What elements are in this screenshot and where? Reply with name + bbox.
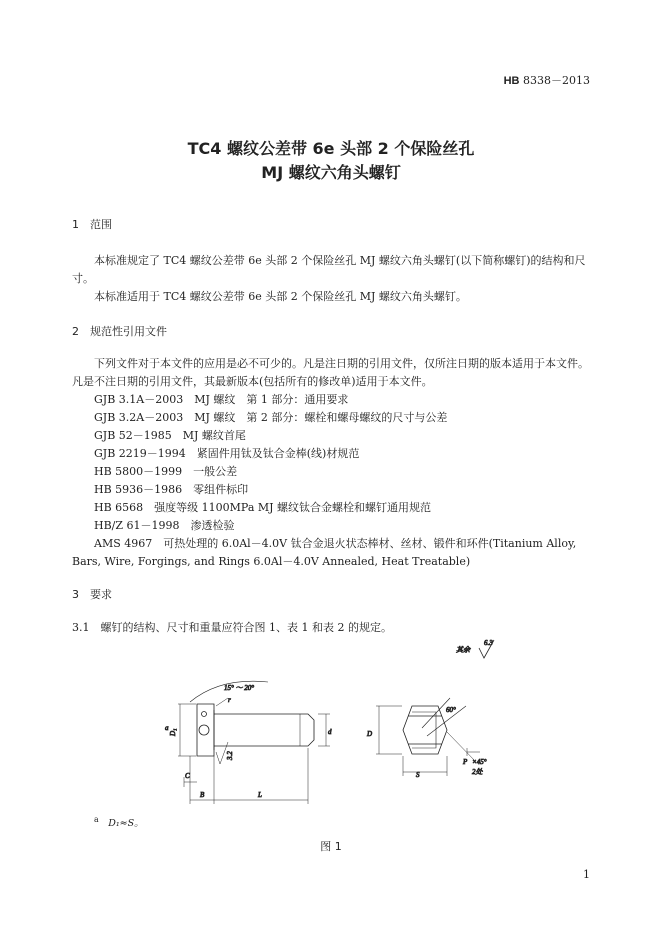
chamfer-label: ×45° — [472, 758, 487, 766]
figure-1-drawing — [150, 632, 530, 812]
figure-caption: 图 1 — [320, 840, 342, 853]
standard-number: HB 8338－2013 — [503, 74, 590, 87]
section-2-intro: 下列文件对于本文件的应用是必不可少的。凡是注日期的引用文件，仅所注日期的版本适用于本文件。凡是不注日期的引用文件，其最新版本(包括所有的修改单)适用于本文件。 — [72, 357, 589, 388]
radius-label: r — [228, 696, 231, 704]
d1-footnote-mark: a — [165, 724, 169, 732]
page-number: 1 — [583, 868, 590, 881]
S-label: S — [416, 771, 420, 779]
reference-item: GJB 3.1A－2003 MJ 螺纹 第 1 部分：通用要求 — [94, 393, 349, 406]
clause-3-1: 3.1 螺钉的结构、尺寸和重量应符合图 1、表 1 和表 2 的规定。 — [72, 621, 392, 634]
roughness-label: 其余 — [456, 646, 470, 654]
section-3-heading: 3 要求 — [72, 588, 112, 601]
section-1-para-2: 本标准适用于 TC4 螺纹公差带 6e 头部 2 个保险丝孔 MJ 螺纹六角头螺钉。 — [94, 290, 467, 303]
l-label: L — [258, 791, 262, 799]
d1-label: D₁ — [169, 728, 177, 736]
figure-footnote: $^a$ D₁≈S。 — [94, 815, 144, 830]
section-1-heading: 1 范围 — [72, 218, 112, 231]
title-line-2: MJ 螺纹六角头螺钉 — [261, 163, 401, 182]
reference-item: GJB 3.2A－2003 MJ 螺纹 第 2 部分：螺栓和螺母螺纹的尺寸与公差 — [94, 411, 448, 424]
P-label: P — [463, 758, 468, 766]
section-1-para-1: 本标准规定了 TC4 螺纹公差带 6e 头部 2 个保险丝孔 MJ 螺纹六角头螺钉(以下简称螺钉)的结构和尺寸。 — [72, 254, 586, 285]
angle-label: 15° ～ 20° — [224, 684, 255, 692]
reference-item: GJB 52－1985 MJ 螺纹首尾 — [94, 429, 246, 442]
bolt-shank — [214, 710, 314, 750]
reference-item: HB/Z 61－1998 渗透检验 — [94, 519, 235, 532]
count-label: 2处 — [472, 768, 483, 776]
lockwire-hole — [199, 725, 209, 735]
d-label: d — [328, 728, 332, 736]
reference-item: HB 5936－1986 零组件标印 — [94, 483, 249, 496]
section-2-heading: 2 规范性引用文件 — [72, 325, 167, 338]
reference-item: GJB 2219－1994 紧固件用钛及钛合金棒(线)材规范 — [94, 447, 360, 460]
reference-item: HB 5800－1999 一般公差 — [94, 465, 238, 478]
hex-angle-label: 60° — [446, 706, 456, 714]
roughness-value: 6.3 — [484, 639, 493, 647]
b-label: B — [200, 791, 205, 799]
roughness-head: 3.2 — [226, 751, 234, 760]
hex-head-outline — [403, 706, 447, 754]
D-label: D — [367, 730, 373, 738]
title-line-1: TC4 螺纹公差带 6e 头部 2 个保险丝孔 — [187, 139, 475, 158]
reference-ams: AMS 4967 可热处理的 6.0Al－4.0V 钛合金退火状态棒材、丝材、锻件和环件(Titanium Alloy, Bars, Wire, Forgings, and Rings 6.0Al－4.0V Annealed, Heat Treatable) — [72, 537, 577, 568]
c-label: C — [185, 772, 190, 780]
reference-item: HB 6568 强度等级 1100MPa MJ 螺纹钛合金螺栓和螺钉通用规范 — [94, 501, 432, 514]
